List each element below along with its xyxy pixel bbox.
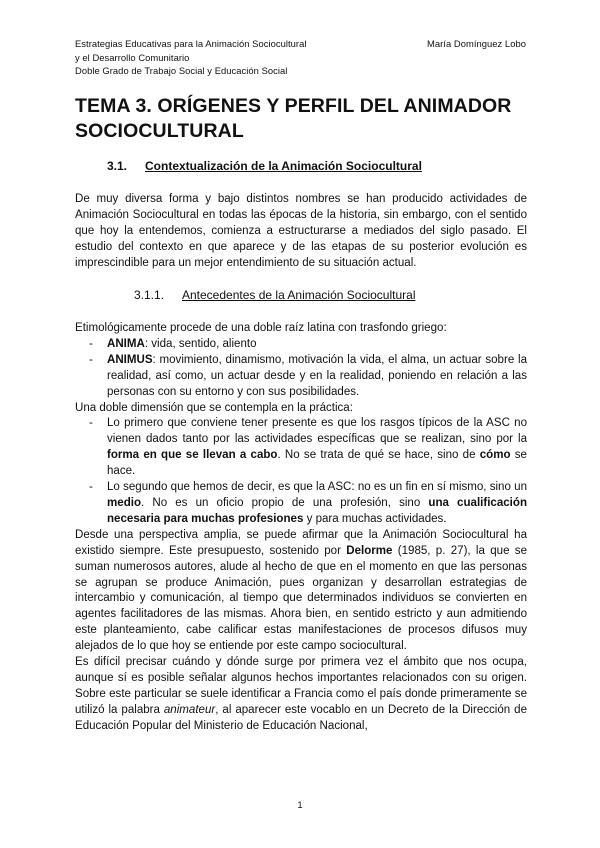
term-animus: ANIMUS bbox=[107, 353, 153, 366]
subsection-number: 3.1.1. bbox=[134, 288, 165, 302]
body-text bbox=[75, 321, 527, 735]
section-heading-3-1 bbox=[107, 159, 422, 173]
term-anima: ANIMA bbox=[107, 337, 145, 350]
paragraph-contextualizacion: De muy diversa forma y bajo distintos nombres se han producido actividades de Animación Sociocultural en todas las épocas de la historia, sin embargo, con el sentido que hoy la entendemos, comienza a estructurarse a mediados del siglo pasado. El estudio del contexto en que aparece y de las etapas de su posterior evolución es imprescindible para un mejor entendimiento de su situación actual. bbox=[75, 193, 527, 269]
list-item: - ANIMA: vida, sentido, aliento bbox=[89, 337, 257, 350]
page-number: 1 bbox=[297, 800, 303, 811]
paragraph-origen: Es difícil precisar cuándo y dónde surge por primera vez el ámbito que nos ocupa, aunque sí es posible señalar algunos hechos importantes relacionados con su origen. Sobre este particular se suele identificar a Francia como el país donde primeramente se utilizó la palabra animateur, al aparecer este vocablo en un Decreto de la Dirección de Educación Popular del Ministerio de Educación Nacional, bbox=[75, 656, 528, 732]
etymology-intro: Etimológicamente procede de una doble raíz latina con trasfondo griego: bbox=[75, 322, 447, 334]
header-line-subtitle: y el Desarrollo Comunitario bbox=[75, 51, 190, 63]
paragraph-perspectiva: Desde una perspectiva amplia, se puede afirmar que la Animación Sociocultural ha existido siempre. Este presupuesto, sostenido por Delorme (1985, p. 27), la que se suman numerosos autores, alude al hecho de que en el momento en que las personas se agrupan se produce Animación, pues organizan y desarrollan estrategias de intercambio y comunicación, al tiempo que determinados individuos se convierten en agentes facilitadores de las mismas. Ahora bien, en sentido estricto y aun admitiendo este planteamiento, cabe calificar estas manifestaciones de procesos difusos muy alejados de lo que hoy se entiende por este campo sociocultural. bbox=[75, 528, 527, 653]
list-item: - ANIMUS: movimiento, dinamismo, motivación la vida, el alma, un actuar sobre la realidad, así como, un actuar desde y en la realidad, poniendo en relación a las personas con su entorno y con sus posibilidades. bbox=[89, 353, 527, 398]
dimension-intro: Una doble dimensión que se contempla en la práctica: bbox=[75, 401, 353, 414]
dimension-list bbox=[75, 416, 527, 527]
running-header-left bbox=[75, 37, 306, 78]
subsection-heading-3-1-1 bbox=[134, 288, 415, 302]
subsection-title: Antecedentes de la Animación Sociocultural bbox=[182, 288, 416, 302]
page-title: TEMA 3. ORÍGENES Y PERFIL DEL ANIMADOR SOCIOCULTURAL bbox=[75, 95, 512, 142]
list-item: - Lo primero que conviene tener presente es que los rasgos típicos de la ASC no vienen dados tanto por las actividades específicas que se realizan, sino por la forma en que se llevan a cabo. No se trata de qué se hace, sino de cómo se hace. bbox=[89, 417, 527, 478]
section-title: Contextualización de la Animación Sociocultural bbox=[145, 159, 422, 173]
etymology-list bbox=[75, 337, 527, 401]
header-line-course: Estrategias Educativas para la Animación Sociocultural bbox=[75, 38, 307, 49]
author-delorme: Delorme bbox=[346, 544, 393, 557]
list-item: - Lo segundo que hemos de decir, es que la ASC: no es un fin en sí mismo, sino un medio. No es un oficio propio de una profesión, sino una cualificación necesaria para muchas profesiones y para muchas actividades. bbox=[89, 481, 527, 525]
header-author: María Domínguez Lobo bbox=[427, 38, 526, 49]
term-animateur: animateur bbox=[163, 703, 216, 716]
header-line-degree: Doble Grado de Trabajo Social y Educación Social bbox=[75, 65, 288, 76]
section-number: 3.1. bbox=[107, 159, 128, 173]
